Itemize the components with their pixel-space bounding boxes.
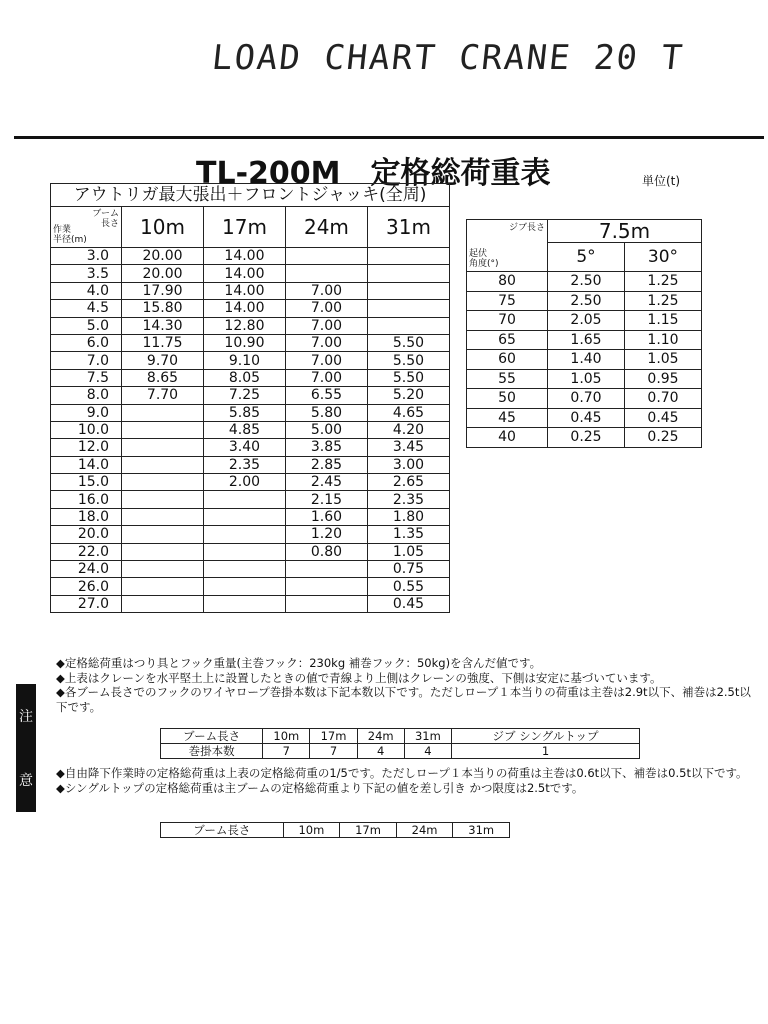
table-row — [467, 369, 702, 389]
table-row — [51, 352, 450, 369]
wire-cell: ブーム長さ — [161, 729, 263, 744]
wire-cell: 24m — [357, 729, 404, 744]
corner-cell — [51, 207, 122, 248]
load-cell — [122, 508, 204, 525]
load-cell — [203, 526, 285, 543]
radius-cell: 22.0 — [51, 543, 122, 560]
table-row — [51, 439, 450, 456]
table-row — [51, 317, 450, 334]
load-cell — [285, 561, 367, 578]
caution-char: 注 — [19, 709, 33, 725]
jib-load-cell: 2.05 — [548, 311, 625, 331]
wire-cell: 7 — [263, 744, 310, 759]
load-cell — [203, 595, 285, 612]
load-cell: 0.45 — [367, 595, 449, 612]
load-cell: 14.00 — [203, 248, 285, 265]
load-cell — [367, 265, 449, 282]
load-cell: 2.35 — [367, 491, 449, 508]
angle-cell: 70 — [467, 311, 548, 331]
load-cell: 2.65 — [367, 474, 449, 491]
angle-cell: 40 — [467, 428, 548, 448]
table-row — [51, 508, 450, 525]
load-cell: 2.35 — [203, 456, 285, 473]
wire-cell: 10m — [263, 729, 310, 744]
load-cell: 3.00 — [367, 456, 449, 473]
corner-boom-length: ブーム 長さ — [92, 209, 119, 229]
load-cell: 7.00 — [285, 352, 367, 369]
load-cell: 9.70 — [122, 352, 204, 369]
radius-cell: 16.0 — [51, 491, 122, 508]
radius-cell: 6.0 — [51, 334, 122, 351]
radius-cell: 18.0 — [51, 508, 122, 525]
load-cell — [367, 300, 449, 317]
load-cell — [122, 578, 204, 595]
jib-load-cell: 1.10 — [625, 330, 702, 350]
load-cell: 2.45 — [285, 474, 367, 491]
angle-cell: 55 — [467, 369, 548, 389]
load-cell: 4.65 — [367, 404, 449, 421]
load-cell: 14.00 — [203, 300, 285, 317]
jib-load-cell: 1.15 — [625, 311, 702, 331]
note: ◆上表はクレーンを水平堅土上に設置したときの値で青線より上側はクレーンの強度、下側は安定に基づいています。 — [56, 670, 662, 685]
wire-cell: 17m — [310, 729, 357, 744]
radius-cell: 8.0 — [51, 387, 122, 404]
load-cell — [122, 561, 204, 578]
load-cell: 0.75 — [367, 561, 449, 578]
table-row — [51, 404, 450, 421]
load-cell: 1.60 — [285, 508, 367, 525]
angle-cell: 65 — [467, 330, 548, 350]
jib-load-cell: 0.70 — [548, 389, 625, 409]
load-cell — [122, 474, 204, 491]
load-cell — [367, 317, 449, 334]
page-title: TL-200M 定格総荷重表 — [196, 156, 551, 191]
angle-cell: 50 — [467, 389, 548, 409]
wire-cell: 7 — [310, 744, 357, 759]
load-cell: 4.85 — [203, 421, 285, 438]
jib-load-cell: 2.50 — [548, 291, 625, 311]
jib-load-cell: 1.05 — [548, 369, 625, 389]
radius-cell: 10.0 — [51, 421, 122, 438]
load-cell: 7.00 — [285, 282, 367, 299]
load-cell — [285, 578, 367, 595]
table-row — [467, 291, 702, 311]
load-cell: 3.45 — [367, 439, 449, 456]
load-cell: 5.50 — [367, 369, 449, 386]
jib-load-cell: 0.25 — [625, 428, 702, 448]
load-cell — [285, 248, 367, 265]
jib-load-cell: 0.45 — [625, 408, 702, 428]
boom-cell: 24m — [396, 823, 453, 838]
radius-cell: 7.5 — [51, 369, 122, 386]
corner-radius: 作業 半径(m) — [53, 225, 87, 245]
wire-cell: 31m — [404, 729, 451, 744]
notes — [56, 656, 756, 714]
table-row — [51, 526, 450, 543]
load-cell: 7.25 — [203, 387, 285, 404]
radius-cell: 24.0 — [51, 561, 122, 578]
jib-load-cell: 1.25 — [625, 291, 702, 311]
radius-cell: 7.0 — [51, 352, 122, 369]
jib-load-cell: 2.50 — [548, 272, 625, 292]
jib-load-cell: 0.45 — [548, 408, 625, 428]
note: ◆シングルトップの定格総荷重は主ブームの定格総荷重より下記の値を差し引き かつ限度は2.5tです。 — [56, 780, 584, 795]
load-cell: 0.55 — [367, 578, 449, 595]
jib-length: 7.5m — [548, 220, 702, 243]
table-row — [467, 428, 702, 448]
load-cell: 11.75 — [122, 334, 204, 351]
load-cell: 3.40 — [203, 439, 285, 456]
jib-offset: 30° — [625, 243, 702, 272]
load-cell: 1.05 — [367, 543, 449, 560]
jib-corner-length: ジブ長さ — [508, 222, 545, 233]
radius-cell: 4.5 — [51, 300, 122, 317]
wire-cell: 4 — [357, 744, 404, 759]
angle-cell: 80 — [467, 272, 548, 292]
load-cell: 2.15 — [285, 491, 367, 508]
boom-cell: 10m — [283, 823, 340, 838]
jib-load-cell: 0.95 — [625, 369, 702, 389]
load-cell: 0.80 — [285, 543, 367, 560]
note: ◆各ブーム長さでのフックのワイヤロープ巻掛本数は下記本数以下です。ただしロープ１本当りの荷重は主巻は2.9t以下、補巻は2.5t以下です。 — [56, 685, 751, 714]
load-cell: 5.20 — [367, 387, 449, 404]
load-cell: 1.35 — [367, 526, 449, 543]
table-row — [51, 474, 450, 491]
caution-char: 意 — [19, 773, 33, 789]
jib-table — [466, 219, 702, 448]
load-cell: 7.70 — [122, 387, 204, 404]
load-cell: 2.85 — [285, 456, 367, 473]
load-cell — [122, 439, 204, 456]
notes-2 — [56, 766, 756, 795]
jib-corner-angle: 起伏 角度(°) — [469, 248, 499, 269]
radius-cell: 20.0 — [51, 526, 122, 543]
load-chart-table — [50, 183, 450, 613]
radius-cell: 27.0 — [51, 595, 122, 612]
table-row — [51, 265, 450, 282]
load-cell: 6.55 — [285, 387, 367, 404]
wire-cell: ジブ シングルトップ — [451, 729, 639, 744]
table-row — [467, 350, 702, 370]
load-cell: 7.00 — [285, 317, 367, 334]
load-cell — [122, 404, 204, 421]
wire-reeving-table — [160, 728, 640, 759]
wire-cell: 巻掛本数 — [161, 744, 263, 759]
load-cell: 15.80 — [122, 300, 204, 317]
table-row — [51, 248, 450, 265]
radius-cell: 14.0 — [51, 456, 122, 473]
jib-load-cell: 1.05 — [625, 350, 702, 370]
single-top-table — [160, 822, 510, 838]
table-row — [51, 369, 450, 386]
load-cell — [285, 265, 367, 282]
load-cell: 7.00 — [285, 369, 367, 386]
table-row — [51, 282, 450, 299]
jib-load-cell: 0.70 — [625, 389, 702, 409]
load-cell: 10.90 — [203, 334, 285, 351]
table-row — [51, 491, 450, 508]
boom-cell: 31m — [453, 823, 510, 838]
note: ◆自由降下作業時の定格総荷重は上表の定格総荷重の1/5です。ただしロープ１本当りの荷重は主巻は0.6t以下、補巻は0.5t以下です。 — [56, 766, 748, 780]
load-cell: 5.00 — [285, 421, 367, 438]
angle-cell: 75 — [467, 291, 548, 311]
load-cell — [203, 543, 285, 560]
wire-cell: 1 — [451, 744, 639, 759]
load-cell: 3.85 — [285, 439, 367, 456]
load-cell — [203, 491, 285, 508]
boom-cell: 17m — [340, 823, 397, 838]
table-row — [51, 300, 450, 317]
load-cell: 17.90 — [122, 282, 204, 299]
col-header: 17m — [203, 207, 285, 248]
load-cell — [203, 578, 285, 595]
note: ◆定格総荷重はつり具とフック重量(主巻フック：230kg 補巻フック：50kg)を含んだ値です。 — [56, 656, 542, 670]
load-cell: 12.80 — [203, 317, 285, 334]
table-row — [467, 330, 702, 350]
load-cell — [122, 456, 204, 473]
radius-cell: 3.0 — [51, 248, 122, 265]
load-cell: 5.85 — [203, 404, 285, 421]
wire-cell: 4 — [404, 744, 451, 759]
load-cell: 8.65 — [122, 369, 204, 386]
load-cell: 8.05 — [203, 369, 285, 386]
col-header: 24m — [285, 207, 367, 248]
jib-corner-cell — [467, 220, 548, 272]
table-row — [51, 421, 450, 438]
load-cell — [203, 508, 285, 525]
load-cell: 5.80 — [285, 404, 367, 421]
radius-cell: 3.5 — [51, 265, 122, 282]
radius-cell: 26.0 — [51, 578, 122, 595]
load-cell — [122, 526, 204, 543]
table-row — [51, 334, 450, 351]
radius-cell: 4.0 — [51, 282, 122, 299]
table-row — [51, 387, 450, 404]
load-cell — [285, 595, 367, 612]
load-cell: 14.00 — [203, 282, 285, 299]
load-cell: 7.00 — [285, 300, 367, 317]
load-cell: 14.00 — [203, 265, 285, 282]
table-row — [51, 456, 450, 473]
load-cell: 4.20 — [367, 421, 449, 438]
col-header: 31m — [367, 207, 449, 248]
col-header: 10m — [122, 207, 204, 248]
load-cell: 2.00 — [203, 474, 285, 491]
jib-load-cell: 1.40 — [548, 350, 625, 370]
table-row — [51, 578, 450, 595]
caution-label — [16, 684, 36, 812]
table-row — [467, 408, 702, 428]
load-cell: 5.50 — [367, 352, 449, 369]
load-cell: 1.80 — [367, 508, 449, 525]
outrigger-condition: アウトリガ最大張出＋フロントジャッキ(全周) — [51, 184, 450, 207]
jib-load-cell: 1.25 — [625, 272, 702, 292]
load-cell: 20.00 — [122, 265, 204, 282]
angle-cell: 45 — [467, 408, 548, 428]
load-cell — [367, 248, 449, 265]
top-rule — [14, 136, 764, 139]
load-cell: 1.20 — [285, 526, 367, 543]
load-cell — [122, 595, 204, 612]
table-row — [467, 272, 702, 292]
load-cell — [367, 282, 449, 299]
radius-cell: 9.0 — [51, 404, 122, 421]
table-row — [51, 561, 450, 578]
table-row — [51, 595, 450, 612]
table-row — [467, 311, 702, 331]
load-cell: 9.10 — [203, 352, 285, 369]
load-cell: 20.00 — [122, 248, 204, 265]
radius-cell: 12.0 — [51, 439, 122, 456]
unit-label: 単位(t) — [642, 174, 681, 188]
boom-cell: ブーム長さ — [161, 823, 284, 838]
table-row — [467, 389, 702, 409]
jib-load-cell: 1.65 — [548, 330, 625, 350]
handwritten-note: LOAD CHART CRANE 20 T — [209, 38, 686, 78]
load-cell — [203, 561, 285, 578]
load-cell — [122, 421, 204, 438]
radius-cell: 5.0 — [51, 317, 122, 334]
load-cell: 5.50 — [367, 334, 449, 351]
load-cell: 14.30 — [122, 317, 204, 334]
table-row — [51, 543, 450, 560]
radius-cell: 15.0 — [51, 474, 122, 491]
jib-load-cell: 0.25 — [548, 428, 625, 448]
load-cell — [122, 543, 204, 560]
load-cell — [122, 491, 204, 508]
angle-cell: 60 — [467, 350, 548, 370]
load-cell: 7.00 — [285, 334, 367, 351]
jib-offset: 5° — [548, 243, 625, 272]
